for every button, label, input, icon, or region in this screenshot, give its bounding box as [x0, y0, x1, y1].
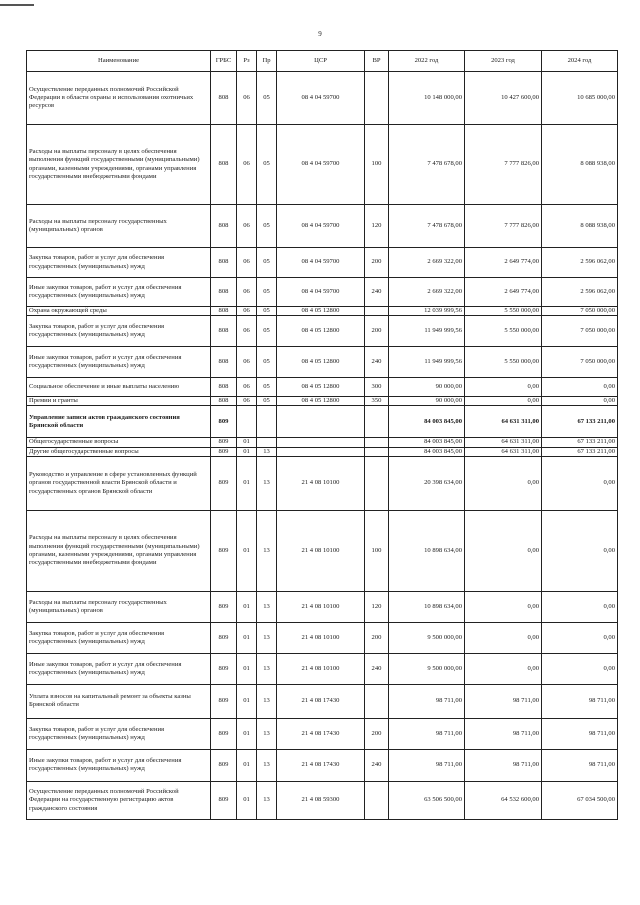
- cell-vr: 350: [365, 397, 389, 406]
- cell-vr: 100: [365, 510, 389, 591]
- header-row: [27, 51, 618, 72]
- table-row: [27, 622, 618, 653]
- cell-2023: 98 711,00: [465, 718, 542, 749]
- cell-name: Управление записи актов гражданского состояния Брянской области: [27, 406, 211, 438]
- cell-2024: 8 088 938,00: [542, 205, 618, 248]
- cell-csr: 21 4 08 59300: [277, 781, 365, 819]
- cell-rz: 01: [237, 749, 257, 781]
- cell-vr: 120: [365, 205, 389, 248]
- cell-pr: [257, 438, 277, 447]
- cell-2023: 7 777 826,00: [465, 205, 542, 248]
- cell-vr: [365, 307, 389, 316]
- cell-2024: 0,00: [542, 510, 618, 591]
- cell-2024: 98 711,00: [542, 749, 618, 781]
- cell-grbs: 808: [211, 278, 237, 307]
- cell-vr: 200: [365, 248, 389, 278]
- cell-2024: 10 685 000,00: [542, 72, 618, 125]
- cell-csr: 08 4 05 12800: [277, 307, 365, 316]
- cell-2022: 98 711,00: [389, 684, 465, 718]
- cell-rz: 01: [237, 653, 257, 684]
- cell-pr: 13: [257, 749, 277, 781]
- cell-csr: 21 4 08 10100: [277, 456, 365, 510]
- table-row: [27, 307, 618, 316]
- cell-csr: 08 4 05 12800: [277, 347, 365, 378]
- cell-2023: 0,00: [465, 510, 542, 591]
- cell-2023: 98 711,00: [465, 684, 542, 718]
- cell-grbs: 808: [211, 72, 237, 125]
- cell-2022: 2 669 322,00: [389, 278, 465, 307]
- cell-csr: [277, 447, 365, 456]
- table-row: [27, 205, 618, 248]
- cell-2024: 98 711,00: [542, 684, 618, 718]
- table-row: [27, 278, 618, 307]
- cell-name: Расходы на выплаты персоналу в целях обеспечения выполнения функций государственными (муниципальными) органами, казенными учреждениями, органами управления государственными внебюджетными фондами: [27, 510, 211, 591]
- cell-rz: 01: [237, 447, 257, 456]
- cell-rz: 06: [237, 307, 257, 316]
- cell-2024: 67 133 211,00: [542, 438, 618, 447]
- cell-2024: 8 088 938,00: [542, 125, 618, 205]
- cell-2024: 2 596 062,00: [542, 278, 618, 307]
- cell-csr: 08 4 05 12800: [277, 316, 365, 347]
- table-row: [27, 438, 618, 447]
- cell-csr: 21 4 08 10100: [277, 510, 365, 591]
- cell-csr: [277, 438, 365, 447]
- cell-csr: 21 4 08 10100: [277, 653, 365, 684]
- cell-name: Расходы на выплаты персоналу государственных (муниципальных) органов: [27, 205, 211, 248]
- cell-2022: 84 003 845,00: [389, 406, 465, 438]
- cell-rz: 01: [237, 591, 257, 622]
- cell-2024: 67 133 211,00: [542, 406, 618, 438]
- cell-name: Иные закупки товаров, работ и услуг для обеспечения государственных (муниципальных) нужд: [27, 278, 211, 307]
- cell-pr: 13: [257, 510, 277, 591]
- cell-csr: 21 4 08 10100: [277, 622, 365, 653]
- cell-2024: 0,00: [542, 456, 618, 510]
- cell-rz: [237, 406, 257, 438]
- cell-rz: 06: [237, 397, 257, 406]
- table-row: [27, 653, 618, 684]
- cell-csr: 21 4 08 17430: [277, 718, 365, 749]
- cell-pr: 13: [257, 684, 277, 718]
- cell-2022: 98 711,00: [389, 718, 465, 749]
- cell-pr: 13: [257, 718, 277, 749]
- cell-2022: 90 000,00: [389, 397, 465, 406]
- table-row: [27, 781, 618, 819]
- table-row: [27, 316, 618, 347]
- cell-2023: 7 777 826,00: [465, 125, 542, 205]
- cell-name: Закупка товаров, работ и услуг для обеспечения государственных (муниципальных) нужд: [27, 316, 211, 347]
- cell-2023: 98 711,00: [465, 749, 542, 781]
- cell-csr: 08 4 04 59700: [277, 72, 365, 125]
- cell-rz: 01: [237, 718, 257, 749]
- header-2022: 2022 год: [389, 51, 465, 72]
- cell-pr: [257, 406, 277, 438]
- cell-2023: 0,00: [465, 591, 542, 622]
- cell-2023: 5 550 000,00: [465, 316, 542, 347]
- cell-name: Другие общегосударственные вопросы: [27, 447, 211, 456]
- cell-2023: 0,00: [465, 653, 542, 684]
- cell-csr: 08 4 04 59700: [277, 125, 365, 205]
- cell-grbs: 809: [211, 438, 237, 447]
- cell-2023: 5 550 000,00: [465, 347, 542, 378]
- cell-vr: 240: [365, 749, 389, 781]
- cell-rz: 01: [237, 684, 257, 718]
- cell-vr: 240: [365, 278, 389, 307]
- cell-2022: 11 949 999,56: [389, 347, 465, 378]
- cell-pr: 13: [257, 591, 277, 622]
- cell-2022: 98 711,00: [389, 749, 465, 781]
- header-csr: ЦСР: [277, 51, 365, 72]
- cell-rz: 01: [237, 510, 257, 591]
- table-row: [27, 72, 618, 125]
- cell-csr: 21 4 08 17430: [277, 749, 365, 781]
- header-rz: Рз: [237, 51, 257, 72]
- cell-2024: 7 050 000,00: [542, 316, 618, 347]
- cell-grbs: 808: [211, 347, 237, 378]
- cell-grbs: 808: [211, 248, 237, 278]
- cell-rz: 06: [237, 378, 257, 397]
- header-grbs: ГРБС: [211, 51, 237, 72]
- cell-csr: 08 4 05 12800: [277, 378, 365, 397]
- table-row: [27, 749, 618, 781]
- table-row: [27, 456, 618, 510]
- cell-rz: 01: [237, 456, 257, 510]
- cell-2023: 0,00: [465, 397, 542, 406]
- cell-csr: 08 4 05 12800: [277, 397, 365, 406]
- table-row: [27, 347, 618, 378]
- cell-grbs: 809: [211, 456, 237, 510]
- cell-2023: 64 631 311,00: [465, 447, 542, 456]
- cell-2022: 7 478 678,00: [389, 125, 465, 205]
- cell-grbs: 808: [211, 316, 237, 347]
- header-vr: ВР: [365, 51, 389, 72]
- cell-pr: 05: [257, 397, 277, 406]
- cell-pr: 13: [257, 781, 277, 819]
- cell-pr: 05: [257, 205, 277, 248]
- cell-rz: 01: [237, 438, 257, 447]
- cell-vr: [365, 781, 389, 819]
- cell-2023: 64 631 311,00: [465, 406, 542, 438]
- cell-csr: 08 4 04 59700: [277, 278, 365, 307]
- cell-rz: 01: [237, 622, 257, 653]
- cell-name: Расходы на выплаты персоналу в целях обеспечения выполнения функций государственными (муниципальными) органами, казенными учреждениями, органами управления государственными внебюджетными фондами: [27, 125, 211, 205]
- cell-2022: 7 478 678,00: [389, 205, 465, 248]
- cell-pr: 05: [257, 125, 277, 205]
- cell-name: Социальное обеспечение и иные выплаты населению: [27, 378, 211, 397]
- cell-vr: 100: [365, 125, 389, 205]
- table-row: [27, 125, 618, 205]
- cell-2023: 2 649 774,00: [465, 248, 542, 278]
- cell-vr: [365, 684, 389, 718]
- cell-vr: [365, 406, 389, 438]
- cell-2022: 10 148 000,00: [389, 72, 465, 125]
- cell-pr: 13: [257, 622, 277, 653]
- cell-grbs: 809: [211, 653, 237, 684]
- cell-2023: 10 427 600,00: [465, 72, 542, 125]
- scan-mark: [0, 4, 34, 6]
- cell-name: Осуществление переданных полномочий Российской Федерации на государственную регистрацию актов гражданского состояния: [27, 781, 211, 819]
- cell-2023: 0,00: [465, 622, 542, 653]
- cell-grbs: 808: [211, 378, 237, 397]
- cell-csr: 21 4 08 17430: [277, 684, 365, 718]
- cell-2023: 2 649 774,00: [465, 278, 542, 307]
- cell-grbs: 809: [211, 406, 237, 438]
- cell-grbs: 809: [211, 749, 237, 781]
- cell-pr: 05: [257, 307, 277, 316]
- cell-grbs: 809: [211, 781, 237, 819]
- cell-name: Закупка товаров, работ и услуг для обеспечения государственных (муниципальных) нужд: [27, 718, 211, 749]
- cell-grbs: 808: [211, 397, 237, 406]
- cell-2024: 0,00: [542, 653, 618, 684]
- cell-2024: 7 050 000,00: [542, 307, 618, 316]
- header-pr: Пр: [257, 51, 277, 72]
- cell-name: Иные закупки товаров, работ и услуг для обеспечения государственных (муниципальных) нужд: [27, 653, 211, 684]
- page-number: 9: [318, 30, 322, 38]
- cell-2022: 2 669 322,00: [389, 248, 465, 278]
- cell-pr: 05: [257, 378, 277, 397]
- cell-pr: 05: [257, 72, 277, 125]
- cell-name: Иные закупки товаров, работ и услуг для обеспечения государственных (муниципальных) нужд: [27, 347, 211, 378]
- cell-vr: [365, 72, 389, 125]
- cell-2023: 0,00: [465, 378, 542, 397]
- cell-2024: 67 133 211,00: [542, 447, 618, 456]
- cell-2022: 84 003 845,00: [389, 447, 465, 456]
- cell-grbs: 808: [211, 307, 237, 316]
- cell-2024: 98 711,00: [542, 718, 618, 749]
- table-row: [27, 248, 618, 278]
- cell-csr: 08 4 04 59700: [277, 248, 365, 278]
- cell-2022: 10 898 634,00: [389, 510, 465, 591]
- cell-pr: 05: [257, 278, 277, 307]
- table-row: [27, 510, 618, 591]
- cell-vr: 240: [365, 347, 389, 378]
- cell-2024: 2 596 062,00: [542, 248, 618, 278]
- cell-rz: 06: [237, 248, 257, 278]
- cell-pr: 05: [257, 347, 277, 378]
- cell-name: Уплата взносов на капитальный ремонт за объекты казны Брянской области: [27, 684, 211, 718]
- cell-grbs: 809: [211, 591, 237, 622]
- cell-grbs: 809: [211, 622, 237, 653]
- cell-vr: 300: [365, 378, 389, 397]
- cell-csr: 08 4 04 59700: [277, 205, 365, 248]
- cell-2022: 20 398 634,00: [389, 456, 465, 510]
- cell-2022: 9 500 000,00: [389, 653, 465, 684]
- cell-rz: 06: [237, 278, 257, 307]
- cell-rz: 06: [237, 205, 257, 248]
- cell-name: Премии и гранты: [27, 397, 211, 406]
- cell-rz: 06: [237, 316, 257, 347]
- header-2024: 2024 год: [542, 51, 618, 72]
- cell-2024: 0,00: [542, 378, 618, 397]
- cell-2022: 12 039 999,56: [389, 307, 465, 316]
- table-row: [27, 447, 618, 456]
- cell-2024: 0,00: [542, 622, 618, 653]
- cell-2023: 0,00: [465, 456, 542, 510]
- cell-grbs: 809: [211, 447, 237, 456]
- cell-vr: 200: [365, 718, 389, 749]
- cell-name: Осуществление переданных полномочий Российской Федерации в области охраны и использования охотничьих ресурсов: [27, 72, 211, 125]
- cell-rz: 06: [237, 72, 257, 125]
- cell-2024: 7 050 000,00: [542, 347, 618, 378]
- table-row: [27, 684, 618, 718]
- cell-2024: 0,00: [542, 591, 618, 622]
- cell-pr: 13: [257, 447, 277, 456]
- cell-name: Руководство и управление в сфере установленных функций органов государственной власти Брянской области и государственных органов Брянской области: [27, 456, 211, 510]
- cell-grbs: 809: [211, 718, 237, 749]
- cell-2022: 9 500 000,00: [389, 622, 465, 653]
- table-body: [27, 72, 618, 820]
- table-row: [27, 718, 618, 749]
- cell-name: Общегосударственные вопросы: [27, 438, 211, 447]
- cell-vr: 200: [365, 622, 389, 653]
- cell-grbs: 808: [211, 205, 237, 248]
- table-row: [27, 378, 618, 397]
- cell-2023: 5 550 000,00: [465, 307, 542, 316]
- cell-csr: 21 4 08 10100: [277, 591, 365, 622]
- cell-2022: 63 506 500,00: [389, 781, 465, 819]
- cell-2024: 0,00: [542, 397, 618, 406]
- header-2023: 2023 год: [465, 51, 542, 72]
- table-row: [27, 406, 618, 438]
- cell-vr: [365, 438, 389, 447]
- cell-2022: 11 949 999,56: [389, 316, 465, 347]
- cell-name: Закупка товаров, работ и услуг для обеспечения государственных (муниципальных) нужд: [27, 622, 211, 653]
- cell-pr: 13: [257, 456, 277, 510]
- cell-grbs: 808: [211, 125, 237, 205]
- table-row: [27, 591, 618, 622]
- cell-vr: 120: [365, 591, 389, 622]
- cell-csr: [277, 406, 365, 438]
- cell-2024: 67 034 500,00: [542, 781, 618, 819]
- cell-vr: 240: [365, 653, 389, 684]
- cell-2023: 64 631 311,00: [465, 438, 542, 447]
- cell-vr: 200: [365, 316, 389, 347]
- cell-2022: 10 898 634,00: [389, 591, 465, 622]
- cell-vr: [365, 456, 389, 510]
- cell-pr: 05: [257, 248, 277, 278]
- cell-rz: 06: [237, 125, 257, 205]
- cell-name: Охрана окружающей среды: [27, 307, 211, 316]
- cell-2023: 64 532 600,00: [465, 781, 542, 819]
- cell-vr: [365, 447, 389, 456]
- header-name: Наименование: [27, 51, 211, 72]
- table-row: [27, 397, 618, 406]
- cell-name: Закупка товаров, работ и услуг для обеспечения государственных (муниципальных) нужд: [27, 248, 211, 278]
- cell-grbs: 809: [211, 510, 237, 591]
- cell-name: Расходы на выплаты персоналу государственных (муниципальных) органов: [27, 591, 211, 622]
- budget-table: [26, 50, 618, 820]
- cell-pr: 05: [257, 316, 277, 347]
- cell-name: Иные закупки товаров, работ и услуг для обеспечения государственных (муниципальных) нужд: [27, 749, 211, 781]
- cell-rz: 01: [237, 781, 257, 819]
- cell-grbs: 809: [211, 684, 237, 718]
- cell-2022: 84 003 845,00: [389, 438, 465, 447]
- cell-pr: 13: [257, 653, 277, 684]
- cell-rz: 06: [237, 347, 257, 378]
- cell-2022: 90 000,00: [389, 378, 465, 397]
